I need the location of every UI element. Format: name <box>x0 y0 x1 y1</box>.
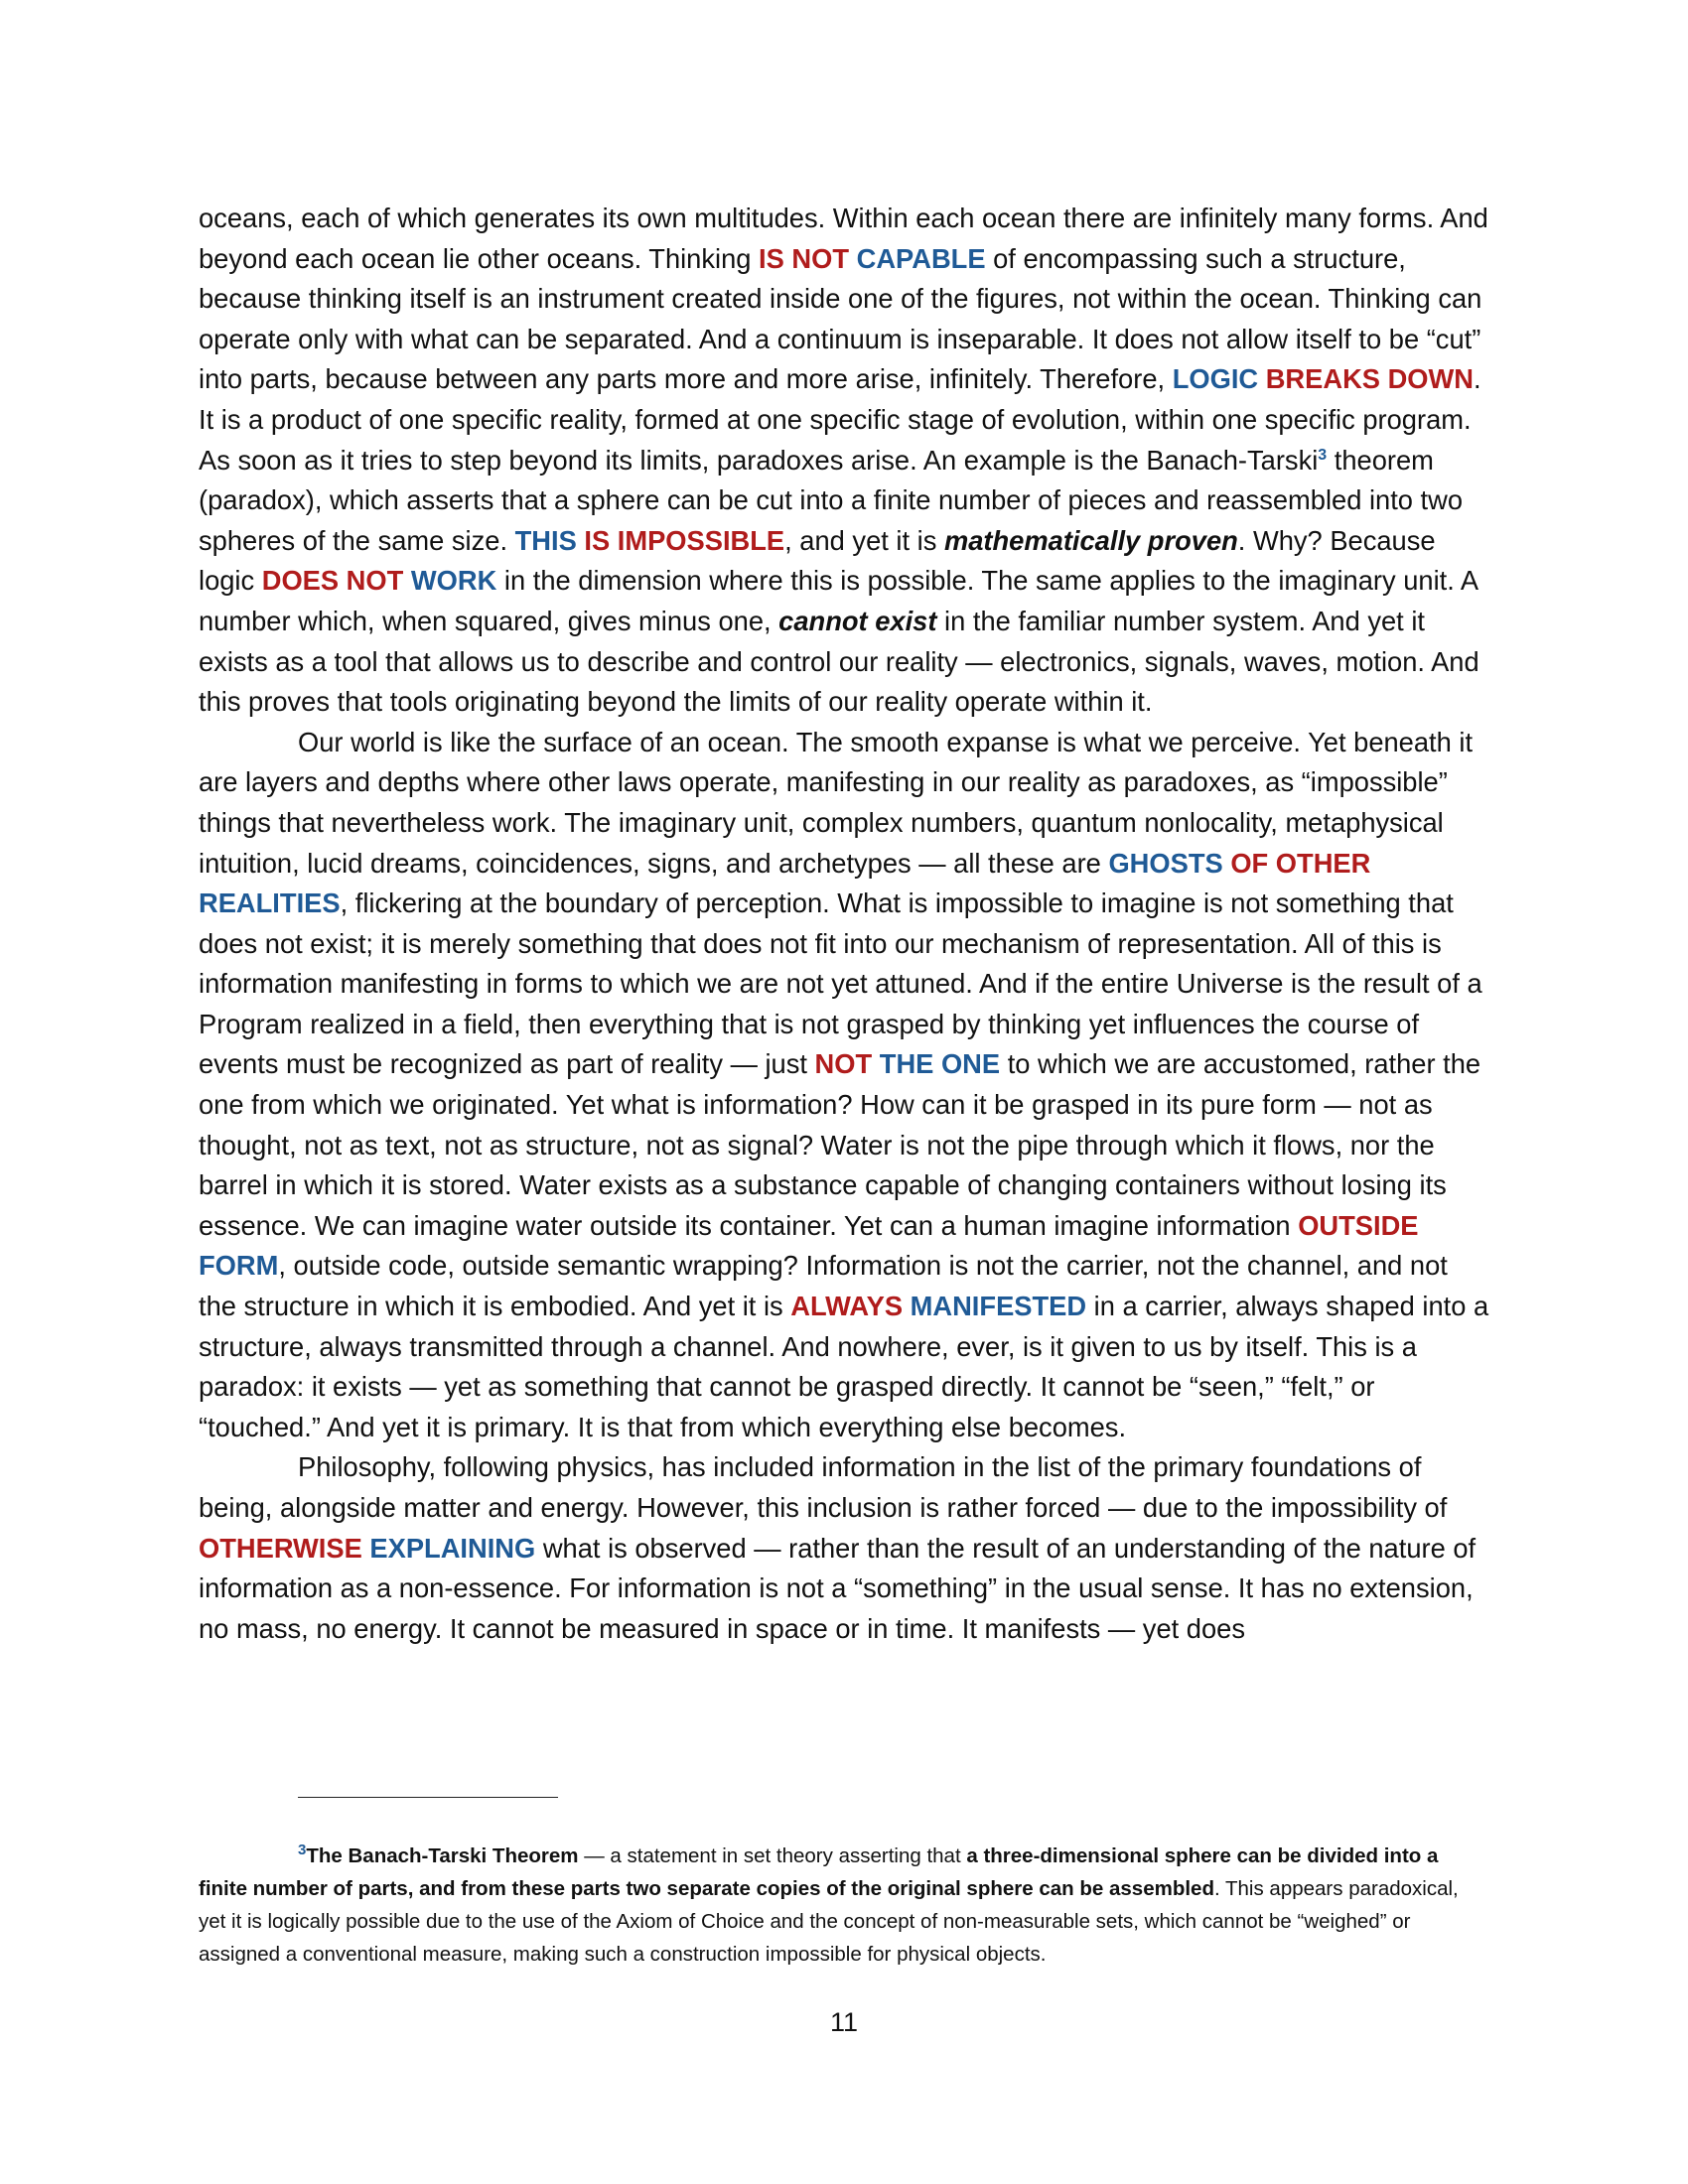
keyword-blue: MANIFESTED <box>910 1291 1087 1322</box>
text-run: theorem (paradox), which asserts that a sphere can be cut into a finite number of pieces and reassembled into two spheres of the same size. <box>199 444 1464 556</box>
keyword-blue: LOGIC <box>1172 363 1259 395</box>
footnote-marker: 3 <box>298 1842 307 1859</box>
text-run: . It is a product of one specific reality, formed at one specific stage of evolution, within one specific program. As soon as it tries to step beyond its limits, paradoxes arise. An example is the Banach-Tarski <box>199 363 1481 476</box>
keyword-red: OUTSIDE <box>1298 1209 1419 1241</box>
keyword-blue: REALITIES <box>199 887 341 919</box>
text-run: , and yet it is <box>784 524 944 556</box>
text-run: , flickering at the boundary of perception. What is impossible to imagine is not something that does not exist; it is merely something that does not fit into our mechanism of representation. All of this is information manifesting in forms to which we are not yet attuned. And if the entire Universe is the result of a Program realized in a field, then everything that is not grasped by thinking yet influences the course of events must be recognized as part of reality — just <box>199 887 1482 1080</box>
keyword-blue: GHOSTS <box>1108 847 1223 879</box>
body-text <box>199 199 1489 1649</box>
footnote-emphasis: a three-dimensional sphere can be divided into a finite number of parts, and from these parts two separate copies of the original sphere can be assembled <box>199 1844 1439 1900</box>
emphasis-text: cannot exist <box>778 605 937 636</box>
footnote-separator <box>298 1797 558 1798</box>
keyword-blue: FORM <box>199 1250 279 1282</box>
keyword-blue: EXPLAINING <box>369 1532 536 1564</box>
footnote <box>199 1840 1489 1971</box>
text-run: to which we are accustomed, rather the one from which we originated. Yet what is information? How can it be grasped in its pure form — not as thought, not as text, not as structure, not as signal? Water is not the pipe through which it flows, nor the barrel in which it is stored. Water exists as a substance capable of changing containers without losing its essence. We can imagine water outside its container. Yet can a human imagine information <box>199 1048 1481 1241</box>
text-run: Philosophy, following physics, has included information in the list of the primary foundations of being, alongside matter and energy. However, this inclusion is rather forced — due to the impossibility of <box>199 1451 1448 1523</box>
emphasis-text: mathematically proven <box>943 524 1238 556</box>
keyword-red: BREAKS DOWN <box>1265 363 1474 395</box>
paragraph-2 <box>199 723 1489 1448</box>
text-run: in the familiar number system. And yet it exists as a tool that allows us to describe and control our reality — electronics, signals, waves, motion. And this proves that tools originating beyond the limits of our reality operate within it. <box>199 605 1479 718</box>
paragraph-1 <box>199 199 1489 723</box>
keyword-red: OTHERWISE <box>199 1532 362 1564</box>
text-run: . Why? Because logic <box>199 524 1436 597</box>
text-run: in a carrier, always shaped into a structure, always transmitted through a channel. And nowhere, ever, is it given to us by itself. This is a paradox: it exists — yet as something that cannot be grasped directly. It cannot be “seen,” “felt,” or “touched.” And yet it is primary. It is that from which everything else becomes. <box>199 1291 1489 1442</box>
keyword-blue: THIS <box>514 524 577 556</box>
footnote-text: — a statement in set theory asserting that <box>578 1844 967 1867</box>
footnote-reference[interactable]: 3 <box>1318 446 1328 464</box>
keyword-blue: CAPABLE <box>856 242 986 274</box>
keyword-red: NOT <box>814 1048 873 1080</box>
keyword-red: OF OTHER <box>1230 847 1371 879</box>
text-run: oceans, each of which generates its own multitudes. Within each ocean there are infinitely many forms. And beyond each ocean lie other oceans. Thinking <box>199 203 1488 274</box>
paragraph-3 <box>199 1447 1489 1649</box>
keyword-red: ALWAYS <box>790 1291 904 1322</box>
text-run: , outside code, outside semantic wrapping? Information is not the carrier, not the channel, and not the structure in which it is embodied. And yet it is <box>199 1250 1448 1322</box>
text-run: of encompassing such a structure, because thinking itself is an instrument created inside one of the figures, not within the ocean. Thinking can operate only with what can be separated. And a continuum is inseparable. It does not allow itself to be “cut” into parts, because between any parts more and more arise, infinitely. Therefore, <box>199 242 1482 395</box>
keyword-red: IS NOT <box>759 242 850 274</box>
text-run: Our world is like the surface of an ocean. The smooth expanse is what we perceive. Yet beneath it are layers and depths where other laws operate, manifesting in our reality as paradoxes, as “impossible” things that nevertheless work. The imaginary unit, complex numbers, quantum nonlocality, metaphysical intuition, lucid dreams, coincidences, signs, and archetypes — all these are <box>199 726 1474 879</box>
keyword-blue: THE ONE <box>879 1048 1001 1080</box>
footnote-term: The Banach-Tarski Theorem <box>306 1844 579 1867</box>
text-run: in the dimension where this is possible. The same applies to the imaginary unit. A number which, when squared, gives minus one, <box>199 565 1477 636</box>
keyword-blue: WORK <box>410 565 497 597</box>
keyword-red: DOES NOT <box>261 565 404 597</box>
page-number: 11 <box>829 2007 859 2037</box>
footnote-text: . This appears paradoxical, yet it is logically possible due to the use of the Axiom of Choice and the concept of non-measurable sets, which cannot be “weighed” or assigned a conventional measure, making such a construction impossible for physical objects. <box>199 1877 1459 1966</box>
keyword-red: IS IMPOSSIBLE <box>584 524 785 556</box>
text-run: what is observed — rather than the result of an understanding of the nature of information as a non-essence. For information is not a “something” in the usual sense. It has no extension, no mass, no energy. It cannot be measured in space or in time. It manifests — yet does <box>199 1532 1477 1644</box>
